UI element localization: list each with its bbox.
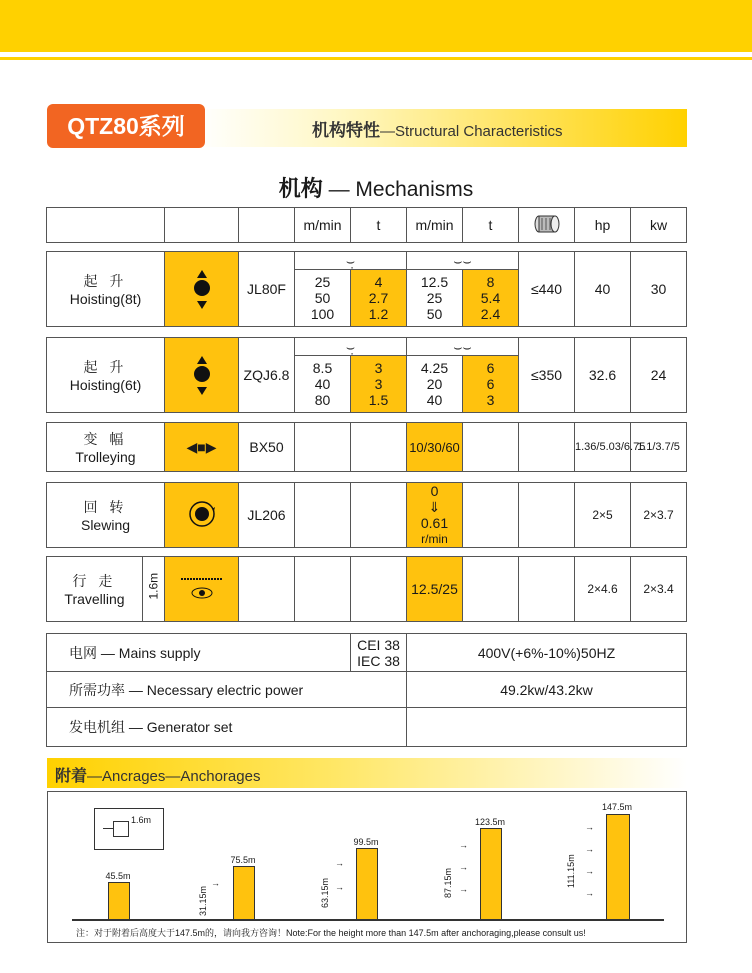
power-hp: 32.6 xyxy=(575,338,631,413)
tower-45-5m xyxy=(108,882,130,920)
trolley-speed: 10/30/60 xyxy=(407,423,463,472)
top-yellow-bar xyxy=(0,0,752,57)
double-hook-icon: ⌣⌣ xyxy=(407,338,519,356)
anchorage-note: 注：对于附着后高度大于147.5m的，请向我方咨询！Note:For the height more than 147.5m after anchoraging,please consult us! xyxy=(76,928,586,938)
anchor-arrow-icon: → xyxy=(459,840,468,850)
empty-cell xyxy=(463,483,519,548)
empty-cell xyxy=(295,483,351,548)
slewing-speed-unit: r/min xyxy=(421,532,448,546)
structural-title-zh: 机构特性 xyxy=(312,121,380,140)
mechanism-name-zh: 变 幅 xyxy=(83,431,128,447)
anchor-dimension: 31.15m xyxy=(198,885,208,916)
electric-power-label: 所需功率 — Necessary electric power xyxy=(47,672,407,708)
anchor-dimension: 63.15m xyxy=(320,877,330,908)
load-value: 1.5 xyxy=(368,392,389,408)
anchorage-title-en: —Ancrages—Anchorages xyxy=(87,768,261,785)
model: JL206 xyxy=(239,483,295,548)
empty-cell xyxy=(295,557,351,622)
power-kw: 2×3.4 xyxy=(631,557,687,622)
anchor-arrow-icon: → xyxy=(585,866,594,876)
double-hook-icon: ⌣⌣ xyxy=(407,252,519,270)
structural-title-en: —Structural Characteristics xyxy=(380,123,563,140)
load-value: 6 xyxy=(486,360,495,376)
mechanism-name xyxy=(47,423,165,472)
generator-set-value xyxy=(407,708,687,747)
anchorage-title xyxy=(55,763,260,786)
mechanism-name-en: Travelling xyxy=(64,591,125,607)
mains-supply-label: 电网 — Mains supply xyxy=(47,634,351,672)
speed-value: 25 xyxy=(426,290,443,306)
power-hp: 2×4.6 xyxy=(575,557,631,622)
speed-value: 50 xyxy=(314,290,331,306)
slewing-speed-start: 0 xyxy=(430,483,439,499)
rope-drum-icon xyxy=(519,208,575,243)
speed-list xyxy=(295,356,351,413)
empty-cell xyxy=(295,423,351,472)
load-list xyxy=(351,270,407,327)
load-list xyxy=(463,356,519,413)
mains-supply-value: 400V(+6%-10%)50HZ xyxy=(407,634,687,672)
empty-cell xyxy=(351,423,407,472)
empty-cell xyxy=(239,557,295,622)
mechanism-name xyxy=(47,252,165,327)
mechanism-name-zh: 起 升 xyxy=(83,359,128,375)
anchor-arrow-icon: → xyxy=(459,862,468,872)
unit-kw: kw xyxy=(631,208,687,243)
mechanism-name-en: Trolleying xyxy=(75,449,136,465)
mechanisms-title xyxy=(0,172,752,203)
model: ZQJ6.8 xyxy=(239,338,295,413)
header-blank xyxy=(165,208,239,243)
speed-list xyxy=(407,270,463,327)
load-value: 3 xyxy=(486,392,495,408)
mechanism-name-en: Hoisting(6t) xyxy=(69,377,142,393)
generator-set-label: 发电机组 — Generator set xyxy=(47,708,407,747)
speed-value: 40 xyxy=(314,376,331,392)
mechanisms-title-en: — Mechanisms xyxy=(322,178,474,201)
track-gauge xyxy=(143,557,165,622)
load-list xyxy=(351,356,407,413)
speed-list xyxy=(407,356,463,413)
single-hook-icon: ⌣̣ xyxy=(295,252,407,270)
unit-hp: hp xyxy=(575,208,631,243)
tower-height-label: 99.5m xyxy=(353,837,379,847)
empty-cell xyxy=(519,557,575,622)
speed-value: 80 xyxy=(314,392,331,408)
unit-load: t xyxy=(463,208,519,243)
load-value: 8 xyxy=(486,274,495,290)
speed-value: 8.5 xyxy=(312,360,333,376)
load-value: 3 xyxy=(374,376,383,392)
trolleying-table xyxy=(46,422,687,472)
anchor-arrow-icon: → xyxy=(585,844,594,854)
tower-99-5m xyxy=(356,848,378,920)
power-kw: 1.1/3.7/5 xyxy=(631,423,687,472)
ground-line xyxy=(72,919,664,921)
structural-title xyxy=(312,116,563,141)
mast-section-detail xyxy=(94,808,164,850)
load-value: 5.4 xyxy=(480,290,501,306)
tower-height-label: 123.5m xyxy=(474,817,506,827)
single-hook-icon: ⌣̣ xyxy=(295,338,407,356)
tower-height-label: 45.5m xyxy=(105,871,131,881)
supply-table xyxy=(46,633,687,747)
power-hp: 2×5 xyxy=(575,483,631,548)
header-blank xyxy=(47,208,165,243)
hoisting-8t-table xyxy=(46,251,687,327)
tower-123-5m xyxy=(480,828,502,920)
load-list xyxy=(463,270,519,327)
anchorage-diagram xyxy=(47,791,687,943)
mechanism-name-zh: 起 升 xyxy=(83,273,128,289)
rope-capacity: ≤440 xyxy=(519,252,575,327)
standard-cei: CEI 38 xyxy=(357,636,400,653)
load-value: 1.2 xyxy=(368,306,389,322)
power-hp: 40 xyxy=(575,252,631,327)
model: BX50 xyxy=(239,423,295,472)
speed-value: 25 xyxy=(314,274,331,290)
anchor-dimension: 111.15m xyxy=(566,854,576,888)
hoist-up-down-icon xyxy=(165,338,239,413)
power-kw: 30 xyxy=(631,252,687,327)
hoisting-6t-table xyxy=(46,337,687,413)
mechanism-name xyxy=(47,557,143,622)
tower-height-label: 75.5m xyxy=(230,855,256,865)
anchor-arrow-icon: → xyxy=(211,878,220,888)
anchor-arrow-icon: → xyxy=(585,822,594,832)
speed-value: 40 xyxy=(426,392,443,408)
rope-capacity: ≤350 xyxy=(519,338,575,413)
anchor-arrow-icon: → xyxy=(335,882,344,892)
load-value: 2.7 xyxy=(368,290,389,306)
load-value: 2.4 xyxy=(480,306,501,322)
speed-value: 12.5 xyxy=(420,274,449,290)
units-header-table xyxy=(46,207,687,243)
travelling-table xyxy=(46,556,687,622)
mechanism-name-en: Slewing xyxy=(80,517,131,533)
load-value: 6 xyxy=(486,376,495,392)
power-kw: 24 xyxy=(631,338,687,413)
mechanism-name xyxy=(47,338,165,413)
mast-section-label: 1.6m xyxy=(131,815,152,825)
unit-load: t xyxy=(351,208,407,243)
speed-value: 4.25 xyxy=(420,360,449,376)
series-badge: QTZ80系列 xyxy=(47,104,205,148)
empty-cell xyxy=(351,483,407,548)
track-gauge-value: 1.6m xyxy=(146,572,161,600)
empty-cell xyxy=(519,423,575,472)
speed-value: 50 xyxy=(426,306,443,322)
anchorage-title-zh: 附着 xyxy=(55,768,88,785)
load-value: 3 xyxy=(374,360,383,376)
unit-speed: m/min xyxy=(407,208,463,243)
section-header xyxy=(47,104,687,148)
tower-147-5m xyxy=(606,814,630,920)
trolley-left-right-icon: ◀■▶ xyxy=(165,423,239,472)
power-kw: 2×3.7 xyxy=(631,483,687,548)
anchor-arrow-icon: → xyxy=(585,888,594,898)
speed-list xyxy=(295,270,351,327)
empty-cell xyxy=(351,557,407,622)
mechanism-name-zh: 行 走 xyxy=(72,573,117,589)
empty-cell xyxy=(463,423,519,472)
travelling-track-icon xyxy=(165,557,239,622)
mechanism-name-en: Hoisting(8t) xyxy=(69,291,142,307)
tower-height-label: 147.5m xyxy=(601,802,633,812)
hoist-up-down-icon xyxy=(165,252,239,327)
unit-speed: m/min xyxy=(295,208,351,243)
speed-value: 20 xyxy=(426,376,443,392)
mechanism-name-zh: 回 转 xyxy=(83,499,128,515)
anchor-arrow-icon: → xyxy=(459,884,468,894)
slewing-speed xyxy=(407,483,463,548)
model: JL80F xyxy=(239,252,295,327)
speed-value: 100 xyxy=(310,306,335,322)
electric-power-value: 49.2kw/43.2kw xyxy=(407,672,687,708)
empty-cell xyxy=(463,557,519,622)
standards xyxy=(351,634,407,672)
slewing-table xyxy=(46,482,687,548)
slewing-speed-value: 0.61 xyxy=(420,515,449,531)
power-hp: 1.36/5.03/6.75 xyxy=(575,423,631,472)
standard-iec: IEC 38 xyxy=(357,652,400,669)
travel-speed: 12.5/25 xyxy=(407,557,463,622)
mechanisms-title-zh: 机构 xyxy=(278,176,323,201)
header-blank xyxy=(239,208,295,243)
mechanism-name xyxy=(47,483,165,548)
empty-cell xyxy=(519,483,575,548)
slewing-rotation-icon xyxy=(165,483,239,548)
tower-75-5m xyxy=(233,866,255,920)
anchor-dimension: 87.15m xyxy=(443,867,453,898)
load-value: 4 xyxy=(374,274,383,290)
anchor-arrow-icon: → xyxy=(335,858,344,868)
down-arrow-icon: ⇓ xyxy=(428,499,441,515)
